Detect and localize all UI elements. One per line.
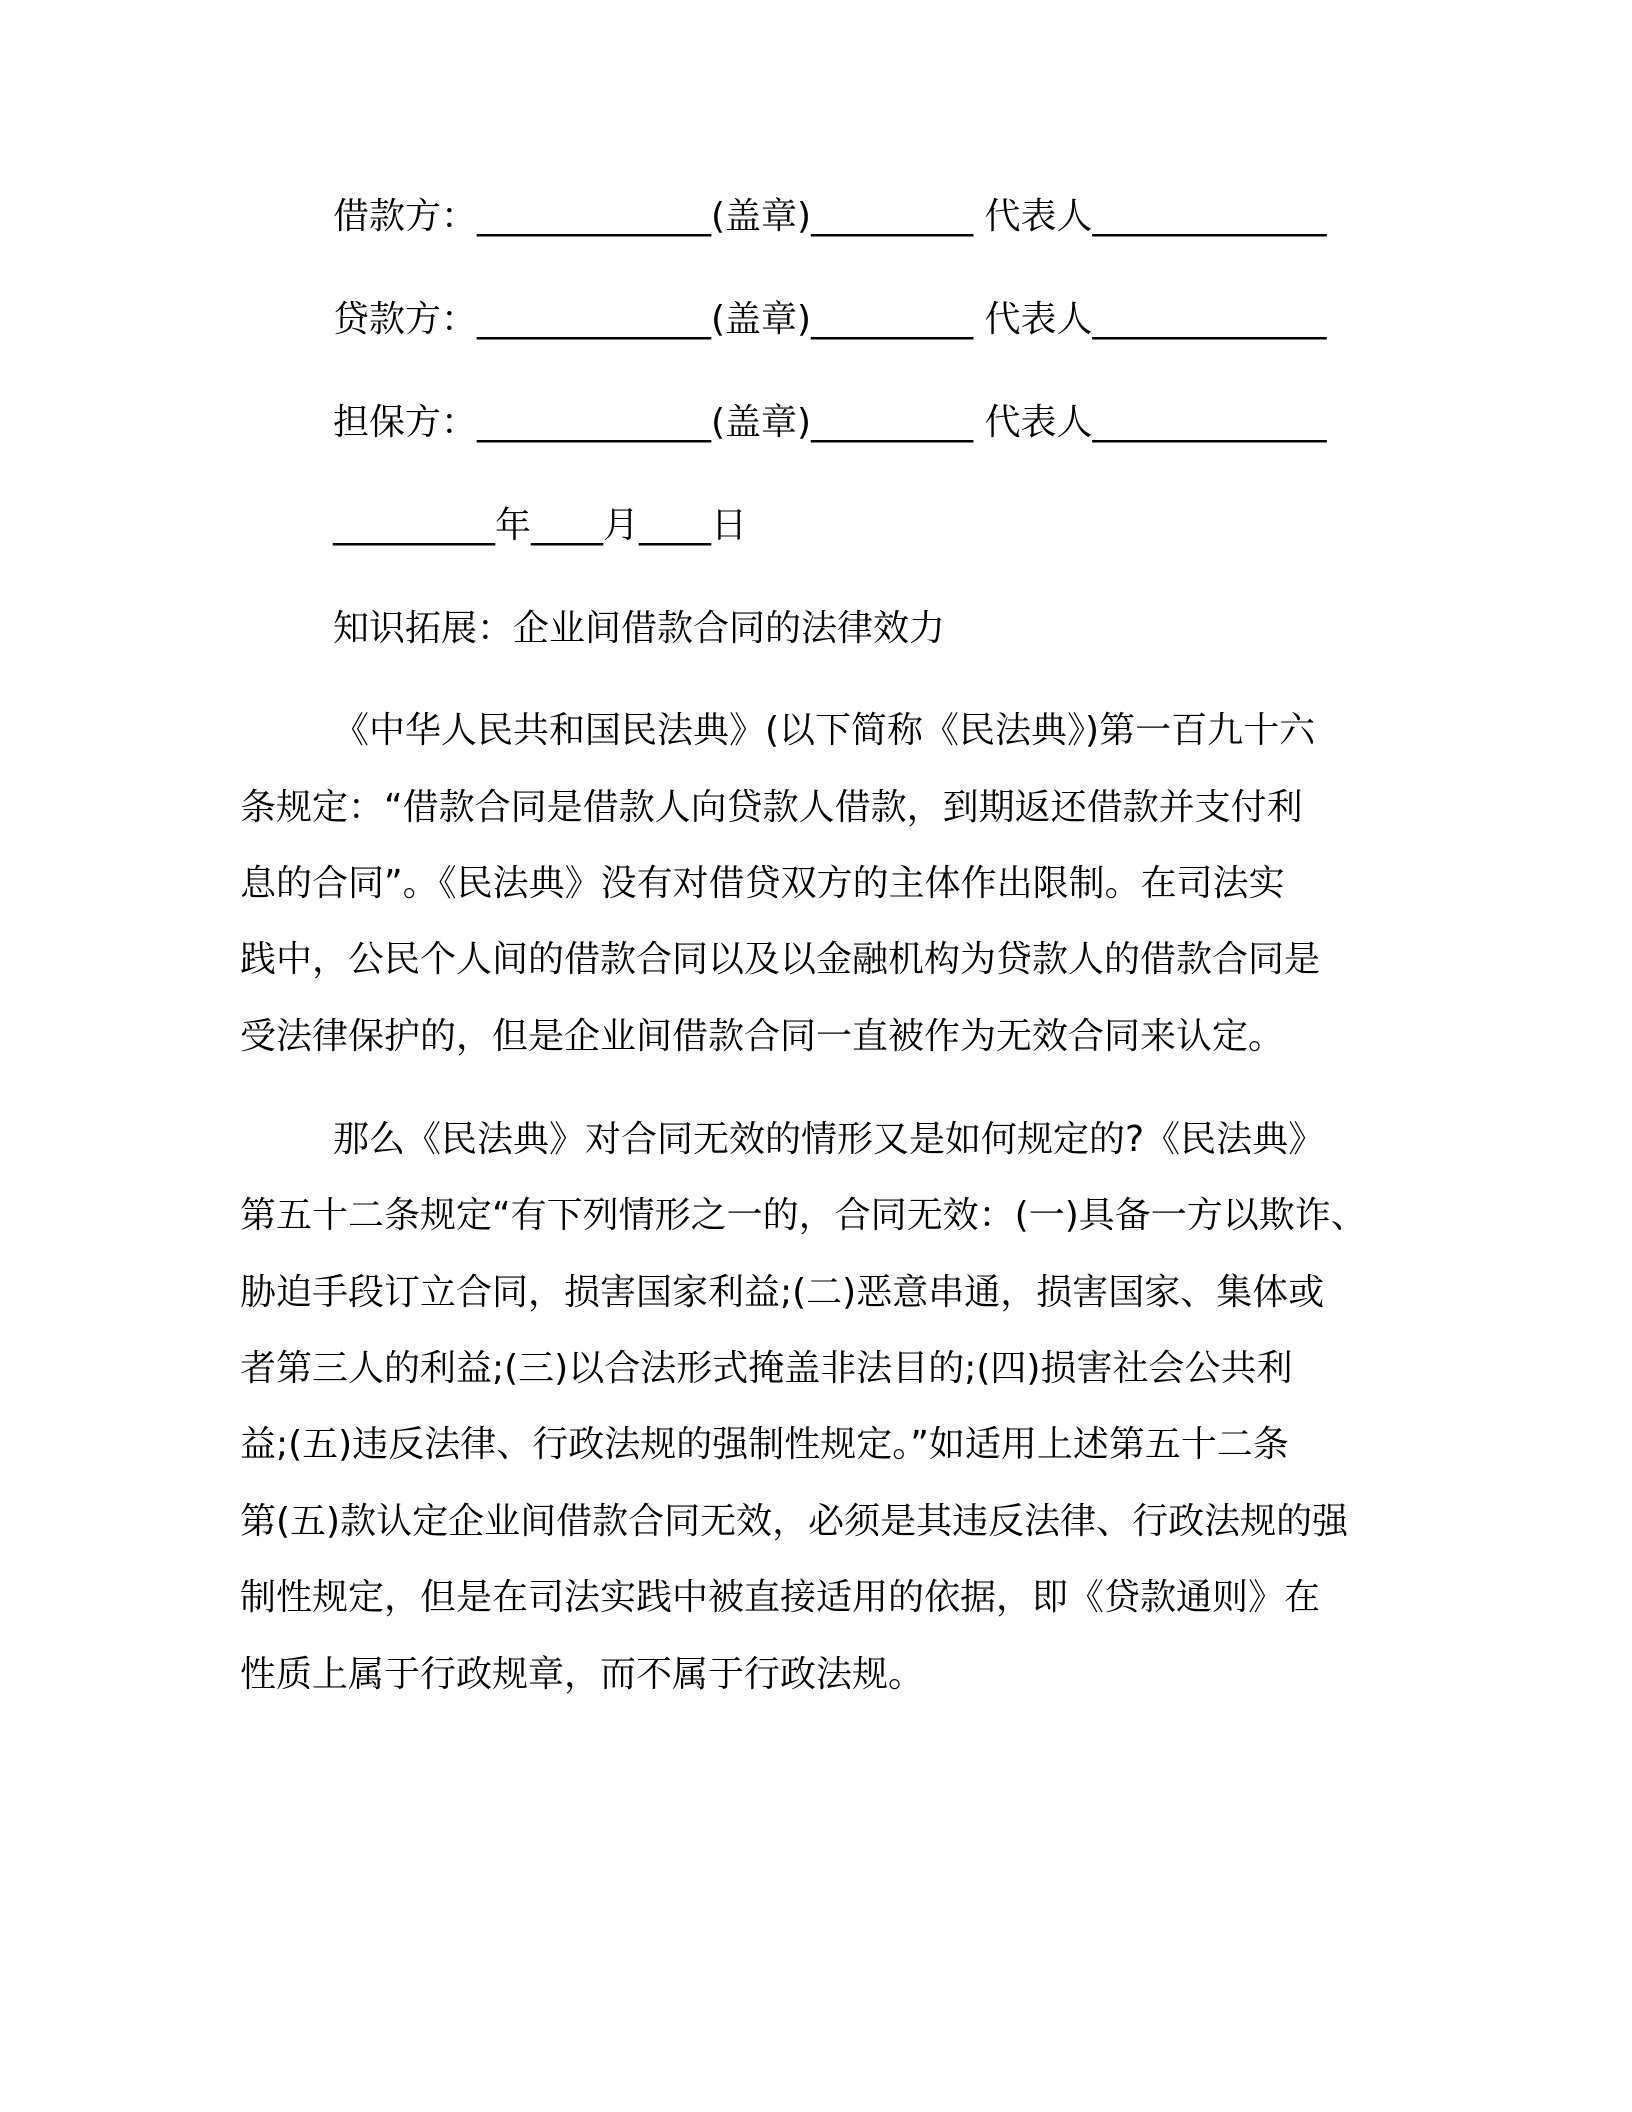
paragraph-line: 者第三人的利益;(三)以合法形式掩盖非法目的;(四)损害社会公共利: [240, 1348, 1293, 1389]
paragraph-line: 《中华人民共和国民法典》(以下简称《民法典》)第一百九十六: [333, 710, 1316, 751]
paragraph-line: 受法律保护的，但是企业间借款合同一直被作为无效合同来认定。: [240, 1016, 1285, 1057]
paragraph-line: 益;(五)违反法律、行政法规的强制性规定。”如适用上述第五十二条: [240, 1424, 1289, 1465]
paragraph-line: 性质上属于行政规章，而不属于行政法规。: [240, 1654, 925, 1695]
section-title: 知识拓展：企业间借款合同的法律效力: [333, 608, 946, 649]
guarantor-signature-line: 担保方：_____________(盖章)_________ 代表人_____________: [333, 402, 1327, 443]
date-line: _________年____月____日: [333, 505, 747, 546]
paragraph-line: 胁迫手段订立合同，损害国家利益;(二)恶意串通，损害国家、集体或: [240, 1272, 1325, 1313]
paragraph-line: 制性规定，但是在司法实践中被直接适用的依据，即《贷款通则》在: [240, 1577, 1321, 1618]
paragraph-line: 第(五)款认定企业间借款合同无效，必须是其违反法律、行政法规的强: [240, 1501, 1349, 1542]
paragraph-line: 条规定：“借款合同是借款人向贷款人借款，到期返还借款并支付利: [240, 787, 1303, 828]
paragraph-line: 第五十二条规定“有下列情形之一的，合同无效：(一)具备一方以欺诈、: [240, 1195, 1367, 1236]
paragraph-line: 那么《民法典》对合同无效的情形又是如何规定的?《民法典》: [333, 1119, 1325, 1160]
paragraph-line: 践中，公民个人间的借款合同以及以金融机构为贷款人的借款合同是: [240, 939, 1321, 980]
borrower-signature-line: 借款方：_____________(盖章)_________ 代表人_____________: [333, 196, 1327, 237]
paragraph-line: 息的合同”。《民法典》没有对借贷双方的主体作出限制。在司法实: [240, 863, 1285, 904]
lender-signature-line: 贷款方：_____________(盖章)_________ 代表人_____________: [333, 299, 1327, 340]
